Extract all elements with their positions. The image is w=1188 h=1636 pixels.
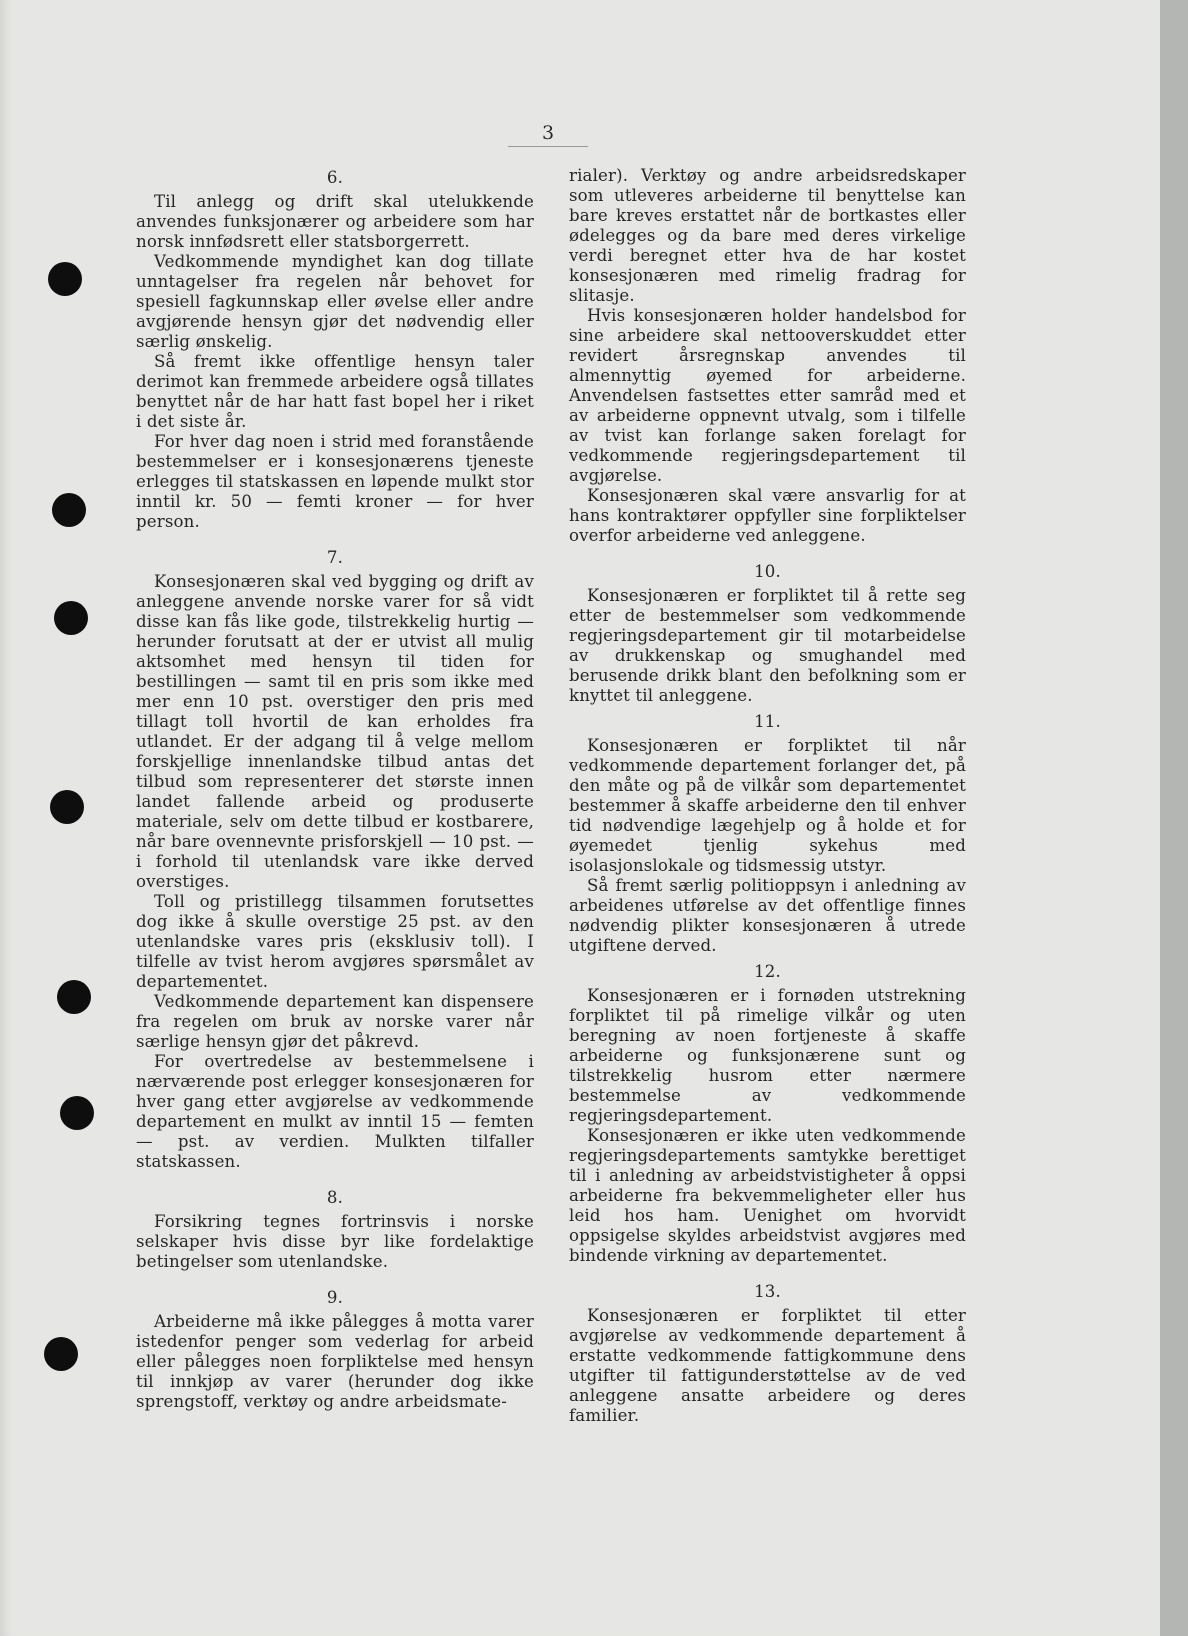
paragraph: For hver dag noen i strid med foranstående bestemmelser er i konsesjonærens tjeneste erlegges til statskassen en løpende mulkt stor inntil kr. 50 — femti kroner — for hver person.	[136, 432, 534, 531]
left-column	[136, 168, 534, 1412]
background-edge	[1160, 0, 1188, 1636]
section-heading: 12.	[754, 962, 781, 981]
paragraph: Konsesjonæren er forpliktet til å rette seg etter de bestemmelser som vedkommende regjeringsdepartement gir til motarbeidelse av drukkenskap og smughandel med berusende drikk blant den befolkning som er knyttet til anleggene.	[569, 586, 966, 705]
paragraph: Konsesjonæren er forpliktet til når vedkommende departement forlanger det, på den måte og på de vilkår som departementet bestemmer å skaffe arbeiderne den til enhver tid nødvendige lægehjelp og å holde et for øyemedet tjenlig sykehus med isolasjonslokale og tidsmessig utstyr.	[569, 736, 966, 875]
paragraph: Konsesjonæren skal ved bygging og drift av anleggene anvende norske varer for så vidt disse kan fås like gode, tilstrekkelig hurtig — herunder forutsatt at der er utvist all mulig aktsomhet med hensyn til tiden for bestillingen — samt til en pris som ikke med mer enn 10 pst. overstiger den pris med tillagt toll hvortil de kan erholdes fra utlandet. Er der adgang til å velge mellom forskjellige innenlandske tilbud antas det tilbud som representerer det største innen landet fallende arbeid og produserte materiale, selv om dette tilbud er kostbarere, når bare ovennevnte prisforskjell — 10 pst. — i forhold til utenlandsk vare ikke derved overstiges.	[136, 572, 534, 891]
punch-hole	[48, 262, 82, 296]
section-heading: 13.	[754, 1282, 781, 1301]
paragraph: Så fremt ikke offentlige hensyn taler derimot kan fremmede arbeidere også tillates benyttet når de har hatt fast bopel her i riket i det siste år.	[136, 352, 534, 431]
paragraph: Vedkommende myndighet kan dog tillate unntagelser fra regelen når behovet for spesiell fagkunnskap eller øvelse eller andre avgjørende hensyn gjør det nødvendig eller særlig ønskelig.	[136, 252, 534, 351]
paragraph: Til anlegg og drift skal utelukkende anvendes funksjonærer og arbeidere som har norsk innfødsrett eller statsborgerrett.	[136, 192, 534, 251]
page-number-rule	[508, 146, 588, 147]
section-heading: 10.	[754, 562, 781, 581]
punch-hole	[54, 601, 88, 635]
paragraph: Så fremt særlig politioppsyn i anledning av arbeidenes utførelse av det offentlige finnes nødvendig plikter konsesjonæren å utrede utgiftene derved.	[569, 876, 966, 955]
punch-hole	[57, 980, 91, 1014]
punch-hole	[60, 1096, 94, 1130]
section-heading: 11.	[754, 712, 781, 731]
right-column	[569, 166, 966, 1426]
paragraph-continued: rialer). Verktøy og andre arbeidsredskaper som utleveres arbeiderne til benyttelse kan bare kreves erstattet når de bortkastes eller ødelegges og da bare med deres virkelige verdi beregnet etter hva de har kostet konsesjonæren med rimelig fradrag for slitasje.	[569, 166, 966, 305]
punch-hole	[44, 1337, 78, 1371]
punch-hole	[50, 790, 84, 824]
paragraph: For overtredelse av bestemmelsene i nærværende post erlegger konsesjonæren for hver gang etter avgjørelse av vedkommende departement en mulkt av inntil 15 — femten — pst. av verdien. Mulkten tilfaller statskassen.	[136, 1052, 534, 1171]
punch-hole	[52, 493, 86, 527]
paragraph: Konsesjonæren skal være ansvarlig for at hans kontraktører oppfyller sine forpliktelser overfor arbeiderne ved anleggene.	[569, 486, 966, 545]
paragraph: Konsesjonæren er forpliktet til etter avgjørelse av vedkommende departement å erstatte vedkommende fattigkommune dens utgifter til fattigunderstøttelse av de ved anleggene ansatte arbeidere og deres familier.	[569, 1306, 966, 1425]
section-heading: 8.	[326, 1188, 344, 1207]
section-heading: 7.	[326, 548, 344, 567]
paragraph: Hvis konsesjonæren holder handelsbod for sine arbeidere skal nettooverskuddet etter revidert årsregnskap anvendes til almennyttig øyemed for arbeiderne. Anvendelsen fastsettes etter samråd med et av arbeiderne oppnevnt utvalg, som i tilfelle av tvist kan forlange saken forelagt for vedkommende regjeringsdepartement til avgjørelse.	[569, 306, 966, 485]
paragraph: Arbeiderne må ikke pålegges å motta varer istedenfor penger som vederlag for arbeid eller pålegges noen forpliktelse med hensyn til innkjøp av varer (herunder dog ikke sprengstoff, verktøy og andre arbeidsmate-	[136, 1312, 534, 1411]
paragraph: Vedkommende departement kan dispensere fra regelen om bruk av norske varer når særlige hensyn gjør det påkrevd.	[136, 992, 534, 1051]
section-heading: 6.	[326, 168, 344, 187]
paragraph: Konsesjonæren er ikke uten vedkommende regjeringsdepartements samtykke berettiget til i anledning av arbeidstvistigheter å oppsi arbeiderne fra bekvemmeligheter eller hus leid hos ham. Uenighet om hvorvidt oppsigelse skyldes arbeidstvist avgjøres med bindende virkning av departementet.	[569, 1126, 966, 1265]
paragraph: Toll og pristillegg tilsammen forutsettes dog ikke å skulle overstige 25 pst. av den utenlandske vares pris (eksklusiv toll). I tilfelle av tvist herom avgjøres spørsmålet av departementet.	[136, 892, 534, 991]
section-heading: 9.	[326, 1288, 344, 1307]
paragraph: Konsesjonæren er i fornøden utstrekning forpliktet til på rimelige vilkår og uten beregning av noen fortjeneste å skaffe arbeiderne og funksjonærene sunt og tilstrekkelig husrom etter nærmere bestemmelse av vedkommende regjeringsdepartement.	[569, 986, 966, 1125]
paragraph: Forsikring tegnes fortrinsvis i norske selskaper hvis disse byr like fordelaktige betingelser som utenlandske.	[136, 1212, 534, 1271]
page-number: 3	[541, 122, 555, 144]
